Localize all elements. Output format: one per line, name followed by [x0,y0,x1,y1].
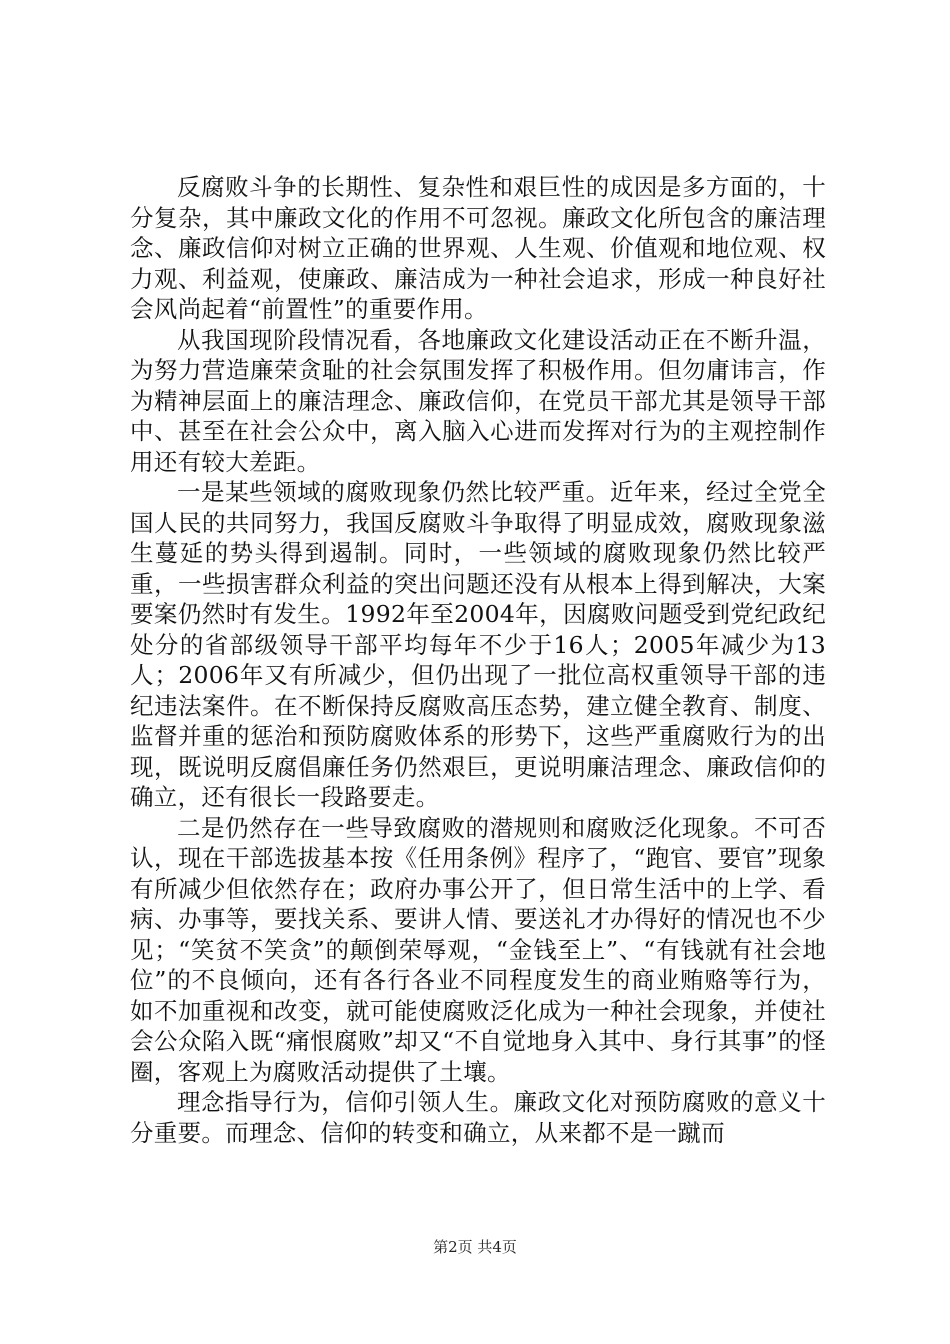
page-number-footer: 第2页 共4页 [433,1238,517,1256]
document-body [130,172,826,1148]
paragraph-5: 理念指导行为，信仰引领人生。廉政文化对预防腐败的意义十分重要。而理念、信仰的转变和确立，从来都不是一蹴而 [130,1088,826,1147]
paragraph-3: 一是某些领域的腐败现象仍然比较严重。近年来，经过全党全国人民的共同努力，我国反腐败斗争取得了明显成效，腐败现象滋生蔓延的势头得到遏制。同时，一些领域的腐败现象仍然比较严重，一些损害群众利益的突出问题还没有从根本上得到解决，大案要案仍然时有发生。1992年至2004年，因腐败问题受到党纪政纪处分的省部级领导干部平均每年不少于16人；2005年减少为13人；2006年又有所减少，但仍出现了一批位高权重领导干部的违纪违法案件。在不断保持反腐败高压态势，建立健全教育、制度、监督并重的惩治和预防腐败体系的形势下，这些严重腐败行为的出现，既说明反腐倡廉任务仍然艰巨，更说明廉洁理念、廉政信仰的确立，还有很长一段路要走。 [130,478,826,811]
paragraph-4: 二是仍然存在一些导致腐败的潜规则和腐败泛化现象。不可否认，现在干部选拔基本按《任用条例》程序了，“跑官、要官”现象有所减少但依然存在；政府办事公开了，但日常生活中的上学、看病、办事等，要找关系、要讲人情、要送礼才办得好的情况也不少见；“笑贫不笑贪”的颠倒荣辱观，“金钱至上”、“有钱就有社会地位”的不良倾向，还有各行各业不同程度发生的商业贿赂等行为，如不加重视和改变，就可能使腐败泛化成为一种社会现象，并使社会公众陷入既“痛恨腐败”却又“不自觉地身入其中、身行其事”的怪圈，客观上为腐败活动提供了土壤。 [130,813,826,1086]
paragraph-2: 从我国现阶段情况看，各地廉政文化建设活动正在不断升温，为努力营造廉荣贪耻的社会氛围发挥了积极作用。但勿庸讳言，作为精神层面上的廉洁理念、廉政信仰，在党员干部尤其是领导干部中、甚至在社会公众中，离入脑入心进而发挥对行为的主观控制作用还有较大差距。 [130,325,826,476]
paragraph-1: 反腐败斗争的长期性、复杂性和艰巨性的成因是多方面的，十分复杂，其中廉政文化的作用不可忽视。廉政文化所包含的廉洁理念、廉政信仰对树立正确的世界观、人生观、价值观和地位观、权力观、利益观，使廉政、廉洁成为一种社会追求，形成一种良好社会风尚起着“前置性”的重要作用。 [130,173,826,323]
